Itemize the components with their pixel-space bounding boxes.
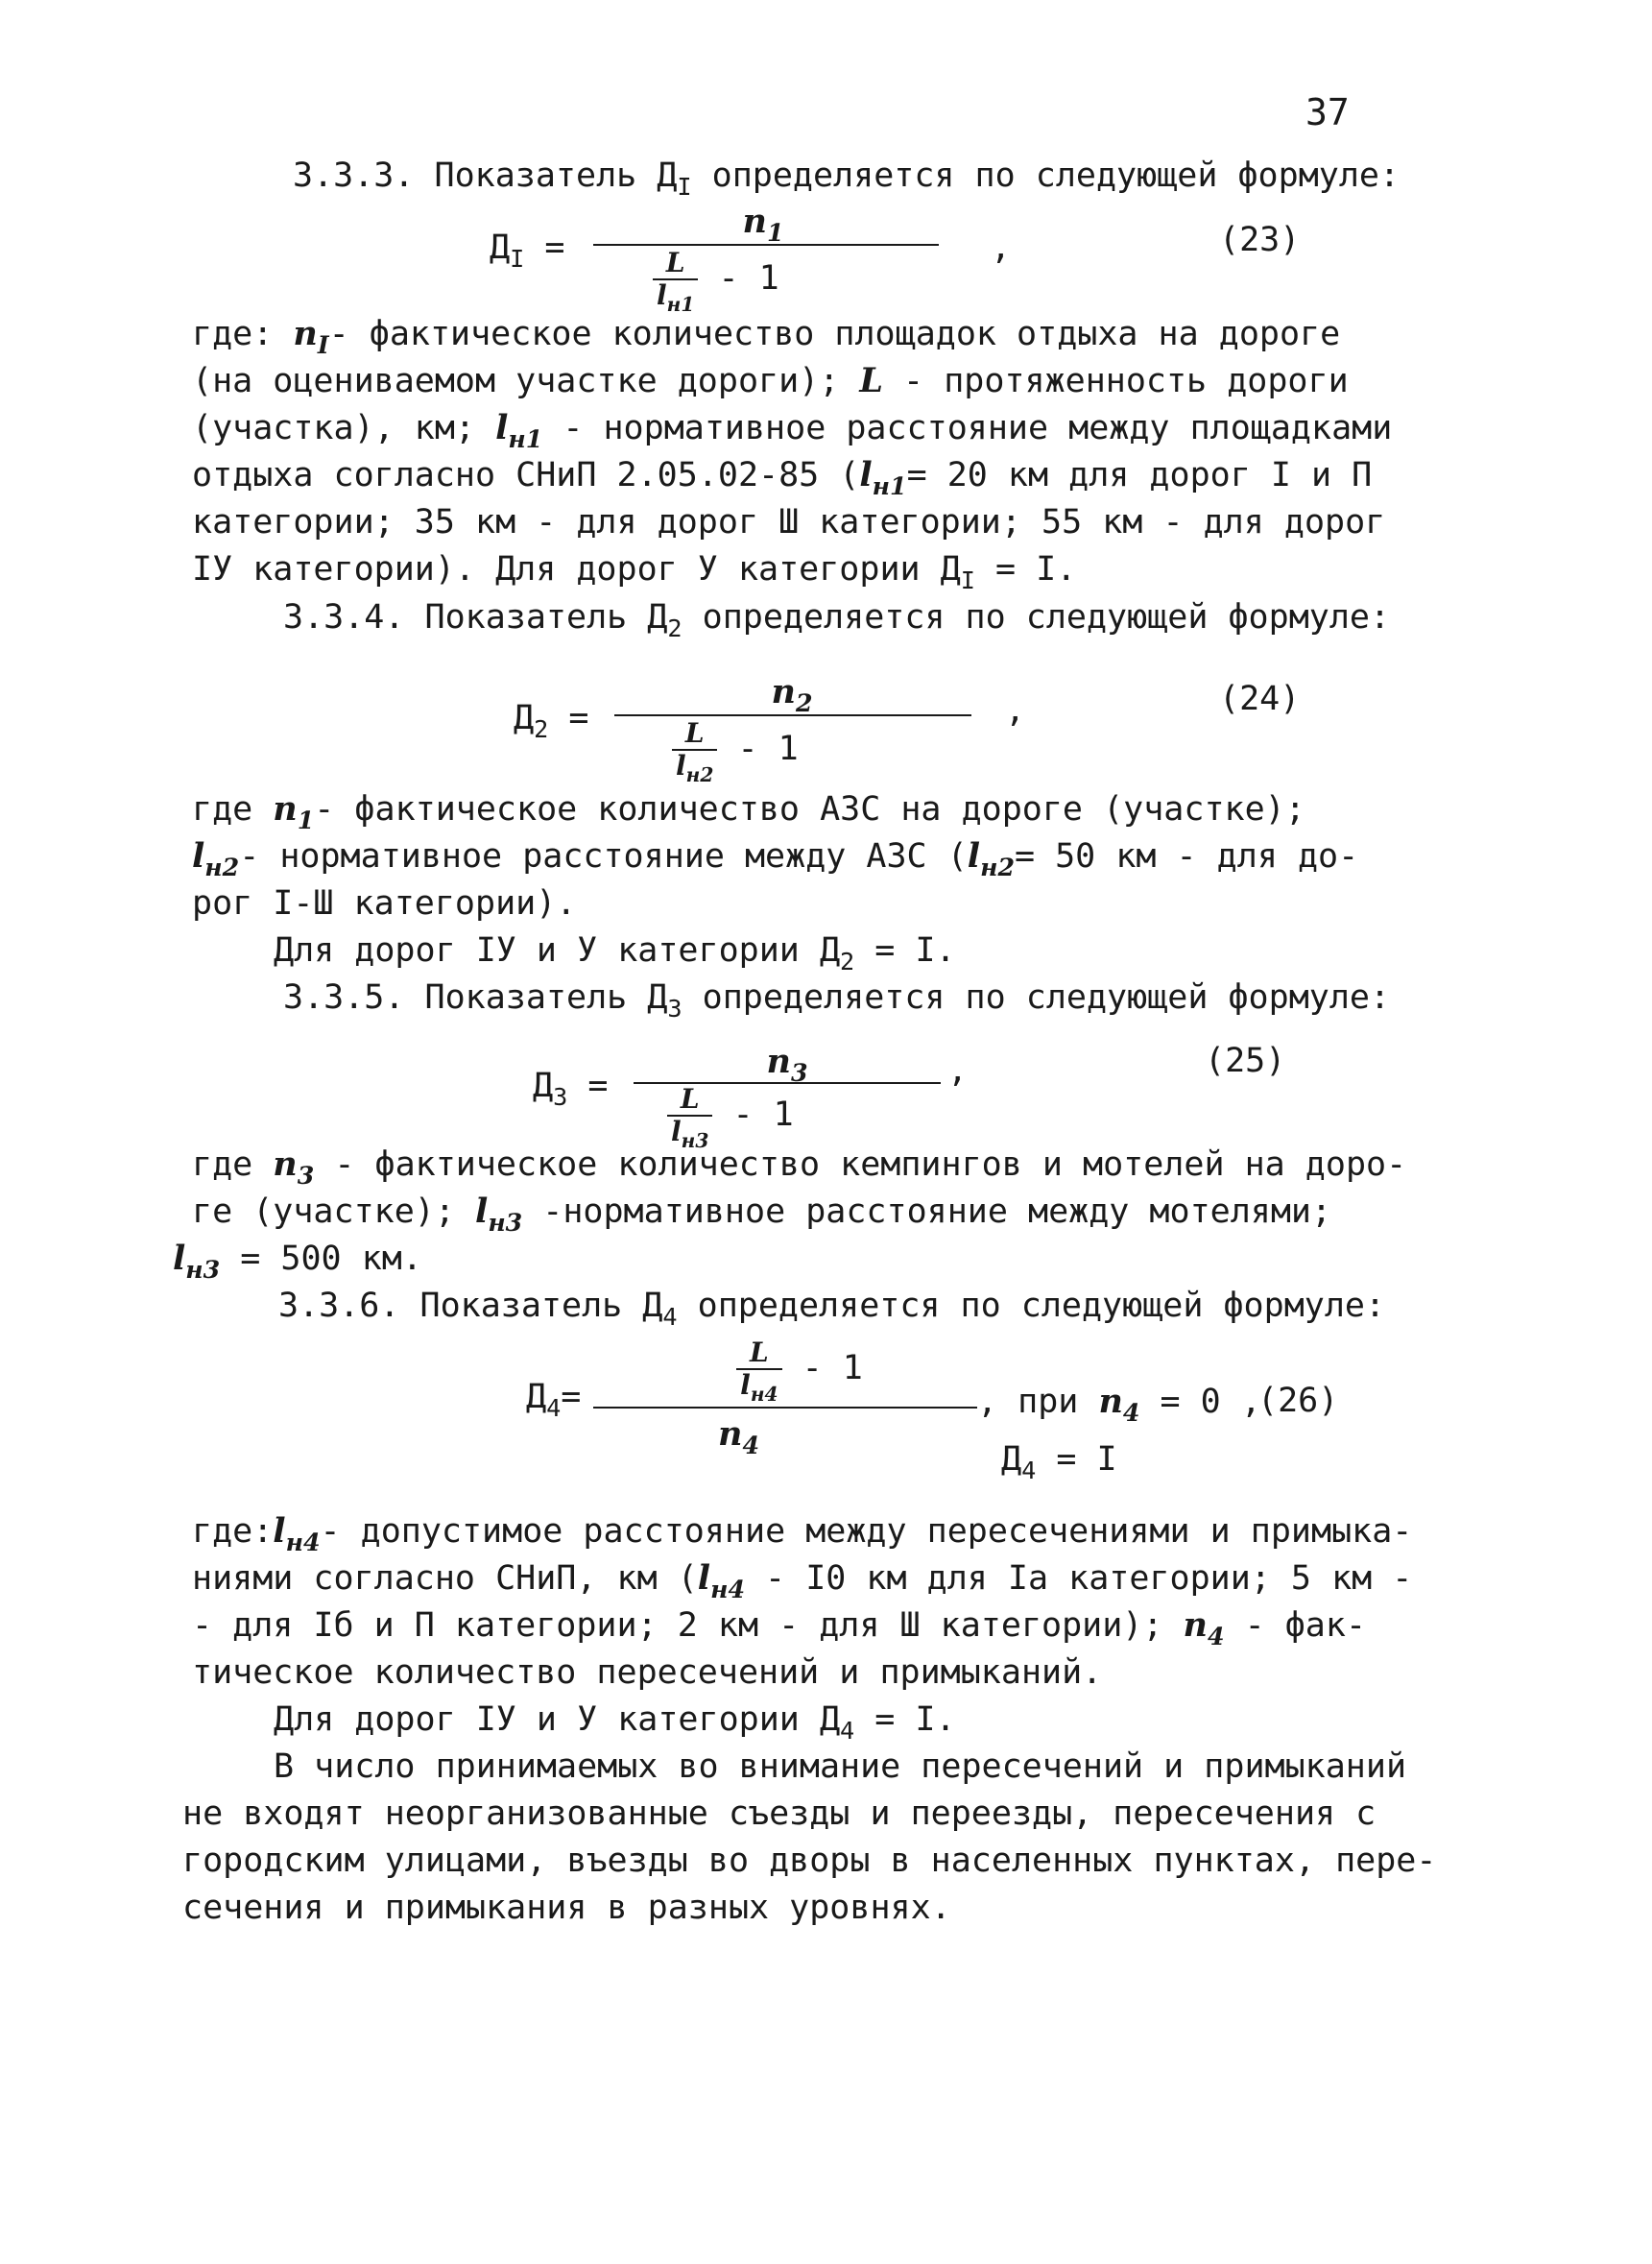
para-26-line-7: не входят неорганизованные съезды и переезды, пересечения с xyxy=(182,1794,1377,1833)
symbol-lh1: $l_{н1}$ xyxy=(495,408,543,453)
symbol-lh4: $l_{н4}$ xyxy=(273,1511,321,1556)
para-23-line-1: где: $n_I-$ фактическое количество площадок отдыха на дороге xyxy=(192,314,1341,359)
para-26-line-8: городским улицами, въезды во дворы в населенных пунктах, пере- xyxy=(182,1842,1437,1880)
para-23-line-5: категории; 35 км - для дорог Ш категории; 55 км - для дорог xyxy=(192,503,1386,542)
para-24-line-2: $l_{н2}-$ нормативное расстояние между АЗС ($l_{н2}= 50$ км - для до- xyxy=(192,836,1359,881)
formula-25 xyxy=(533,1042,1358,1152)
formula-denominator: L $l_{н3}$ - 1 xyxy=(667,1086,794,1145)
para-26-line-9: сечения и примыкания в разных уровнях. xyxy=(182,1889,951,1927)
para-23-line-2: (на оцениваемом участке дороги); L - протяженность дороги xyxy=(192,361,1349,400)
para-26-line-4: тическое количество пересечений и примыканий. xyxy=(192,1653,1103,1692)
formula-lhs: $Д_4=$ xyxy=(526,1378,582,1422)
symbol-L: L xyxy=(859,361,883,400)
para-24-line-1: где $n_1-$ фактическое количество АЗС на дороге (участке); xyxy=(192,789,1305,834)
symbol-lh3: $l_{н3}$ xyxy=(173,1239,221,1284)
para-25-line-3: $l_{н3} = 500$ км. xyxy=(173,1239,422,1284)
symbol-lh2: $l_{н2}$ xyxy=(192,836,240,881)
para-25-line-2: ге (участке); $l_{н3}$ -нормативное расстояние между мотелями; xyxy=(192,1192,1332,1237)
formula-denominator: $n_4$ xyxy=(718,1414,759,1459)
formula-lhs: $Д_3$ = xyxy=(533,1067,609,1111)
formula-24 xyxy=(514,672,1358,787)
formula-numerator: L $l_{н4}$ - 1 xyxy=(632,1339,968,1399)
symbol-n3: $n_3$ xyxy=(273,1144,315,1190)
symbol-n4: $n_4$ xyxy=(1183,1605,1225,1650)
formula-comma: , xyxy=(1005,691,1026,730)
symbol-n1: $n_1$ xyxy=(273,789,315,834)
para-26-line-5: Для дорог IУ и У категории $Д_4 = I$. xyxy=(274,1700,956,1745)
symbol-n1: $n_I$ xyxy=(293,314,329,359)
formula-numerator: $n_1$ xyxy=(742,202,784,247)
formula-comma: , xyxy=(991,229,1012,267)
para-23-line-4: отдыха согласно СНиП 2.05.02-85 ($l_{н1}= 20$ км для дорог I и П xyxy=(192,455,1373,500)
formula-23 xyxy=(490,202,1353,317)
fraction-bar xyxy=(634,1082,941,1084)
sub-fraction: L $l_{н1}$ xyxy=(653,250,698,309)
equation-number: (25) xyxy=(1205,1042,1286,1080)
formula-26 xyxy=(526,1339,1371,1483)
fraction-bar xyxy=(614,714,971,716)
page-number: 37 xyxy=(1305,91,1350,133)
sub-fraction: L $l_{н4}$ xyxy=(736,1339,781,1399)
formula-lhs: $Д_2$ = xyxy=(514,699,589,743)
symbol-lh3: $l_{н3}$ xyxy=(475,1192,523,1237)
para-23-line-3: (участка), км; $l_{н1}$ - нормативное расстояние между площадками xyxy=(192,408,1393,453)
section-3-3-5-heading: 3.3.5. Показатель $Д_3$ определяется по следующей формуле: xyxy=(283,978,1391,1023)
para-23-line-6: IУ категории). Для дорог У категории $Д_I = I$. xyxy=(192,550,1077,594)
sub-fraction: L $l_{н3}$ xyxy=(667,1086,712,1145)
heading-text: 3.3.3. Показатель Д xyxy=(293,157,678,195)
formula-denominator: L $l_{н1}$ - 1 xyxy=(653,250,779,309)
sub-fraction: L $l_{н2}$ xyxy=(672,720,717,780)
section-3-3-6-heading: 3.3.6. Показатель $Д_4$ определяется по следующей формуле: xyxy=(278,1287,1386,1331)
formula-numerator: $n_3$ xyxy=(766,1042,808,1087)
section-3-3-4-heading: 3.3.4. Показатель $Д_2$ определяется по следующей формуле: xyxy=(283,598,1391,642)
formula-denominator: L $l_{н2}$ - 1 xyxy=(672,720,799,780)
symbol-n4: $n_4$ xyxy=(1098,1382,1140,1427)
section-3-3-3-heading xyxy=(293,154,1401,201)
fraction-bar xyxy=(593,244,939,246)
equation-number: (26) xyxy=(1257,1382,1339,1420)
symbol-lh1: $l_{н1}$ xyxy=(859,455,907,500)
formula-numerator: $n_2$ xyxy=(771,672,813,717)
formula-lhs: $Д_I$ = xyxy=(490,229,565,273)
formula-condition: , при $n_4 = 0$ , xyxy=(977,1382,1261,1427)
fraction-bar xyxy=(593,1407,977,1409)
formula-comma: , xyxy=(947,1051,969,1090)
para-24-line-4: Для дорог IУ и У категории $Д_2 = I$. xyxy=(274,931,956,975)
equation-number: (23) xyxy=(1219,221,1301,259)
equation-number: (24) xyxy=(1219,680,1301,718)
para-26-line-6: В число принимаемых во внимание пересечений и примыканий xyxy=(274,1747,1407,1786)
para-24-line-3: рог I-Ш категории). xyxy=(192,884,577,923)
formula-alternative: $Д_4 = I$ xyxy=(1001,1440,1117,1484)
para-26-line-1: $где:l_{н4}-$ допустимое расстояние между пересечениями и примыка- xyxy=(192,1511,1413,1556)
para-26-line-2: ниями согласно СНиП, км ($l_{н4} - I0$ км для Iа категории; 5 км - xyxy=(192,1558,1413,1603)
para-25-line-1: где $n_3$ - фактическое количество кемпингов и мотелей на доро- xyxy=(192,1144,1407,1190)
para-26-line-3: - для Iб и П категории; 2 км - для Ш категории); $n_4 - фак-$ xyxy=(192,1605,1367,1650)
heading-text-tail: определяется по следующей формуле: xyxy=(691,157,1401,195)
heading-subscript: I xyxy=(677,172,692,201)
symbol-lh4: $l_{н4}$ xyxy=(697,1558,745,1603)
symbol-lh2: $l_{н2}$ xyxy=(967,836,1015,881)
